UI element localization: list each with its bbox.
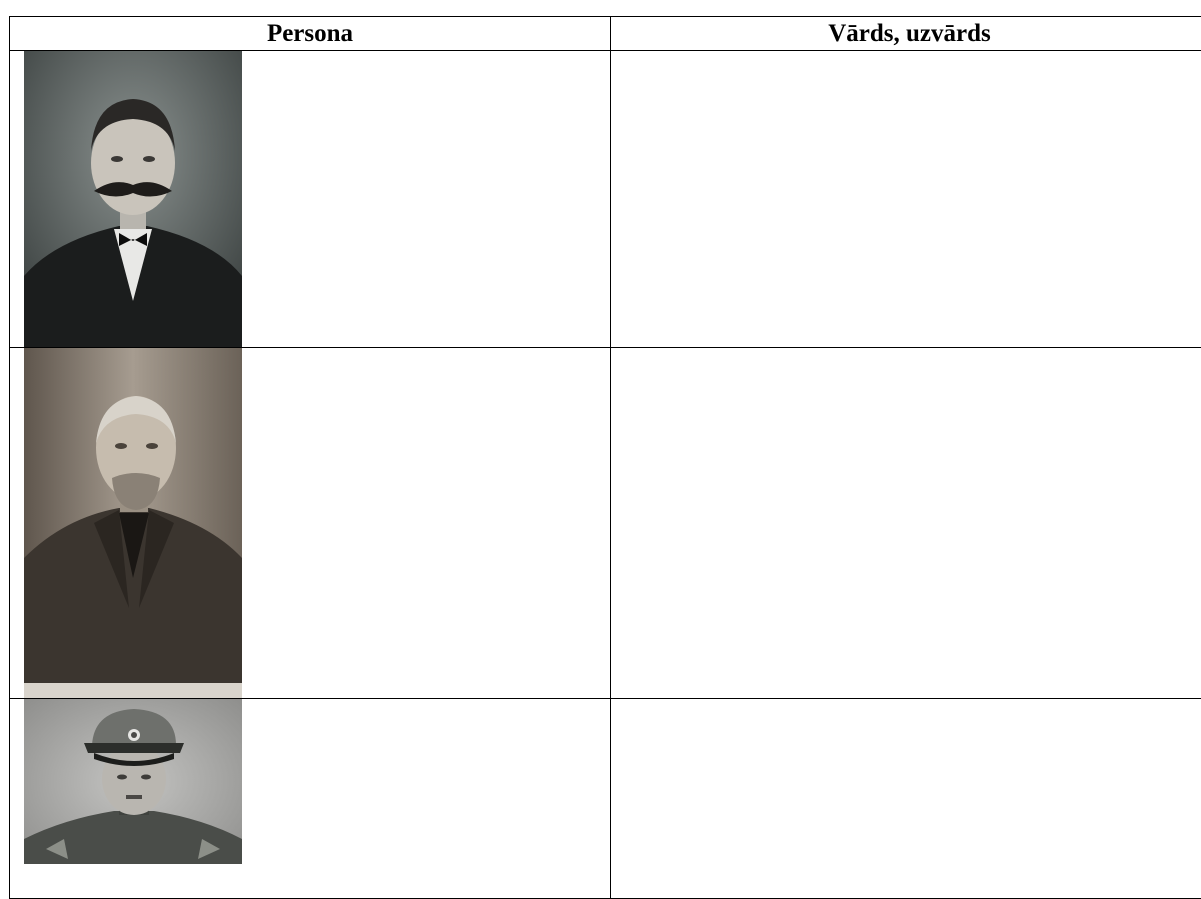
portrait-photo-3 (24, 699, 242, 864)
persona-cell (10, 51, 611, 348)
header-persona: Persona (10, 17, 611, 51)
table-row (10, 51, 1201, 348)
identification-table (9, 16, 1201, 899)
name-answer-cell[interactable] (611, 348, 1201, 699)
table-header-row (10, 17, 1201, 51)
portrait-photo-2 (24, 348, 242, 698)
table-row (10, 348, 1201, 699)
portrait-photo-1 (24, 51, 242, 347)
header-name-surname: Vārds, uzvārds (611, 17, 1201, 51)
name-answer-cell[interactable] (611, 51, 1201, 348)
name-answer-cell[interactable] (611, 699, 1201, 899)
persona-cell (10, 348, 611, 699)
table-row (10, 699, 1201, 899)
persona-cell (10, 699, 611, 899)
